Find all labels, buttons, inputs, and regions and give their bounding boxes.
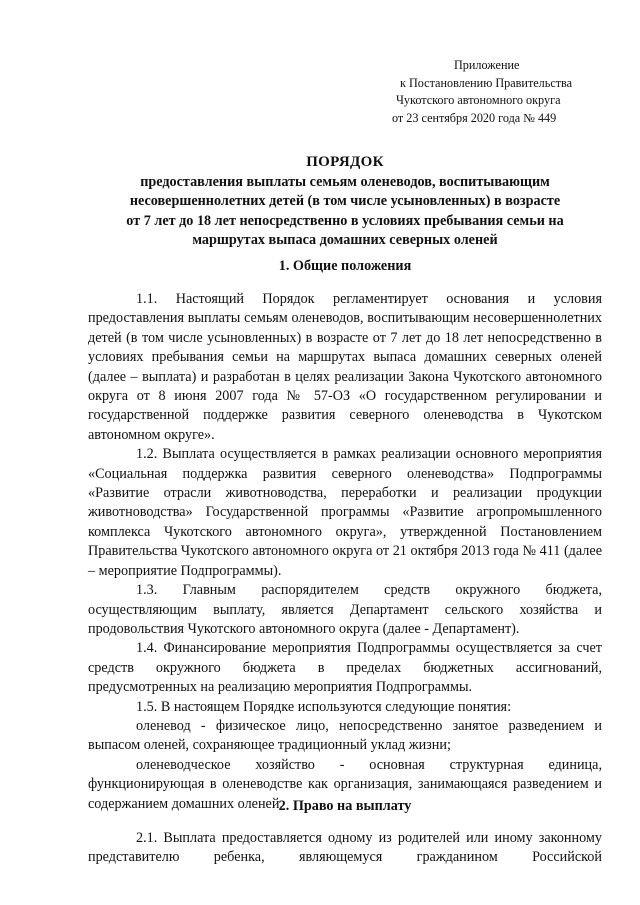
definition: оленевод - физическое лицо, непосредственно занятое разведением и выпасом оленей, сохраняющее традиционный уклад жизни; [88,717,602,754]
paragraph: 1.5. В настоящем Порядке используются следующие понятия: [136,698,512,715]
appendix-line: Приложение [454,58,520,72]
definition: оленеводческое хозяйство - основная структурная единица, функционирующая в оленеводстве как организация, занимающаяся разведением и содержанием домашних оленей. [88,756,602,812]
section-1-body [88,290,602,814]
title-line: несовершеннолетних детей (в том числе усыновленных) в возрасте [129,193,561,209]
paragraph: 2.1. Выплата предоставляется одному из родителей или иному законному представителю ребенка, являющемуся гражданином Российской [88,830,602,866]
title-main: ПОРЯДОК [306,154,384,170]
paragraph: 1.4. Финансирование мероприятия Подпрограммы осуществляется за счет средств окружного бюджета в пределах бюджетных ассигнований, предусмотренных на реализацию мероприятия Подпрограммы. [88,640,602,696]
title-line: маршрутах выпаса домашних северных оленей [192,232,498,248]
section-heading: 1. Общие положения [278,258,412,274]
paragraph: 1.1. Настоящий Порядок регламентирует основания и условия предоставления выплаты семьям оленеводов, воспитывающим несовершеннолетних детей (в том числе усыновленных) в возрасте от 7 лет до 18 лет непосредственно в условиях пребывания семьи на маршрутах выпаса домашних северных оленей (далее – выплата) и разработан в целях реализации Закона Чукотского автономного округа от 8 июня 2007 года № 57-ОЗ «О государственном регулировании и государственной поддержке развития северного оленеводства в Чукотском автономном округе». [88,291,602,443]
paragraph: 1.3. Главным распорядителем средств окружного бюджета, осуществляющим выплату, является Департамент сельского хозяйства и продовольствия Чукотского автономного округа (далее - Департамент). [88,582,602,637]
paragraph: 1.2. Выплата осуществляется в рамках реализации основного мероприятия «Социальная поддержка развития северного оленеводства» Подпрограммы «Развитие отрасли животноводства, переработки и реализации продукции животноводства» Государственной программы «Развитие агропромышленного комплекса Чукотского автономного округа», утвержденной Постановлением Правительства Чукотского автономного округа от 21 октября 2013 года № 411 (далее – мероприятие Подпрограммы). [88,446,602,579]
appendix-line: Чукотского автономного округа [396,93,561,107]
section-2-body [88,829,602,868]
title-line: предоставления выплаты семьям оленеводов, воспитывающим [140,173,550,190]
appendix-line: от 23 сентября 2020 года № 449 [392,110,557,125]
title-line: от 7 лет до 18 лет непосредственно в условиях пребывания семьи на [126,212,564,229]
appendix-line: к Постановлению Правительства [400,75,573,90]
document-title [88,153,602,251]
section-heading: 2. Право на выплату [278,798,412,814]
appendix-header [392,57,632,127]
